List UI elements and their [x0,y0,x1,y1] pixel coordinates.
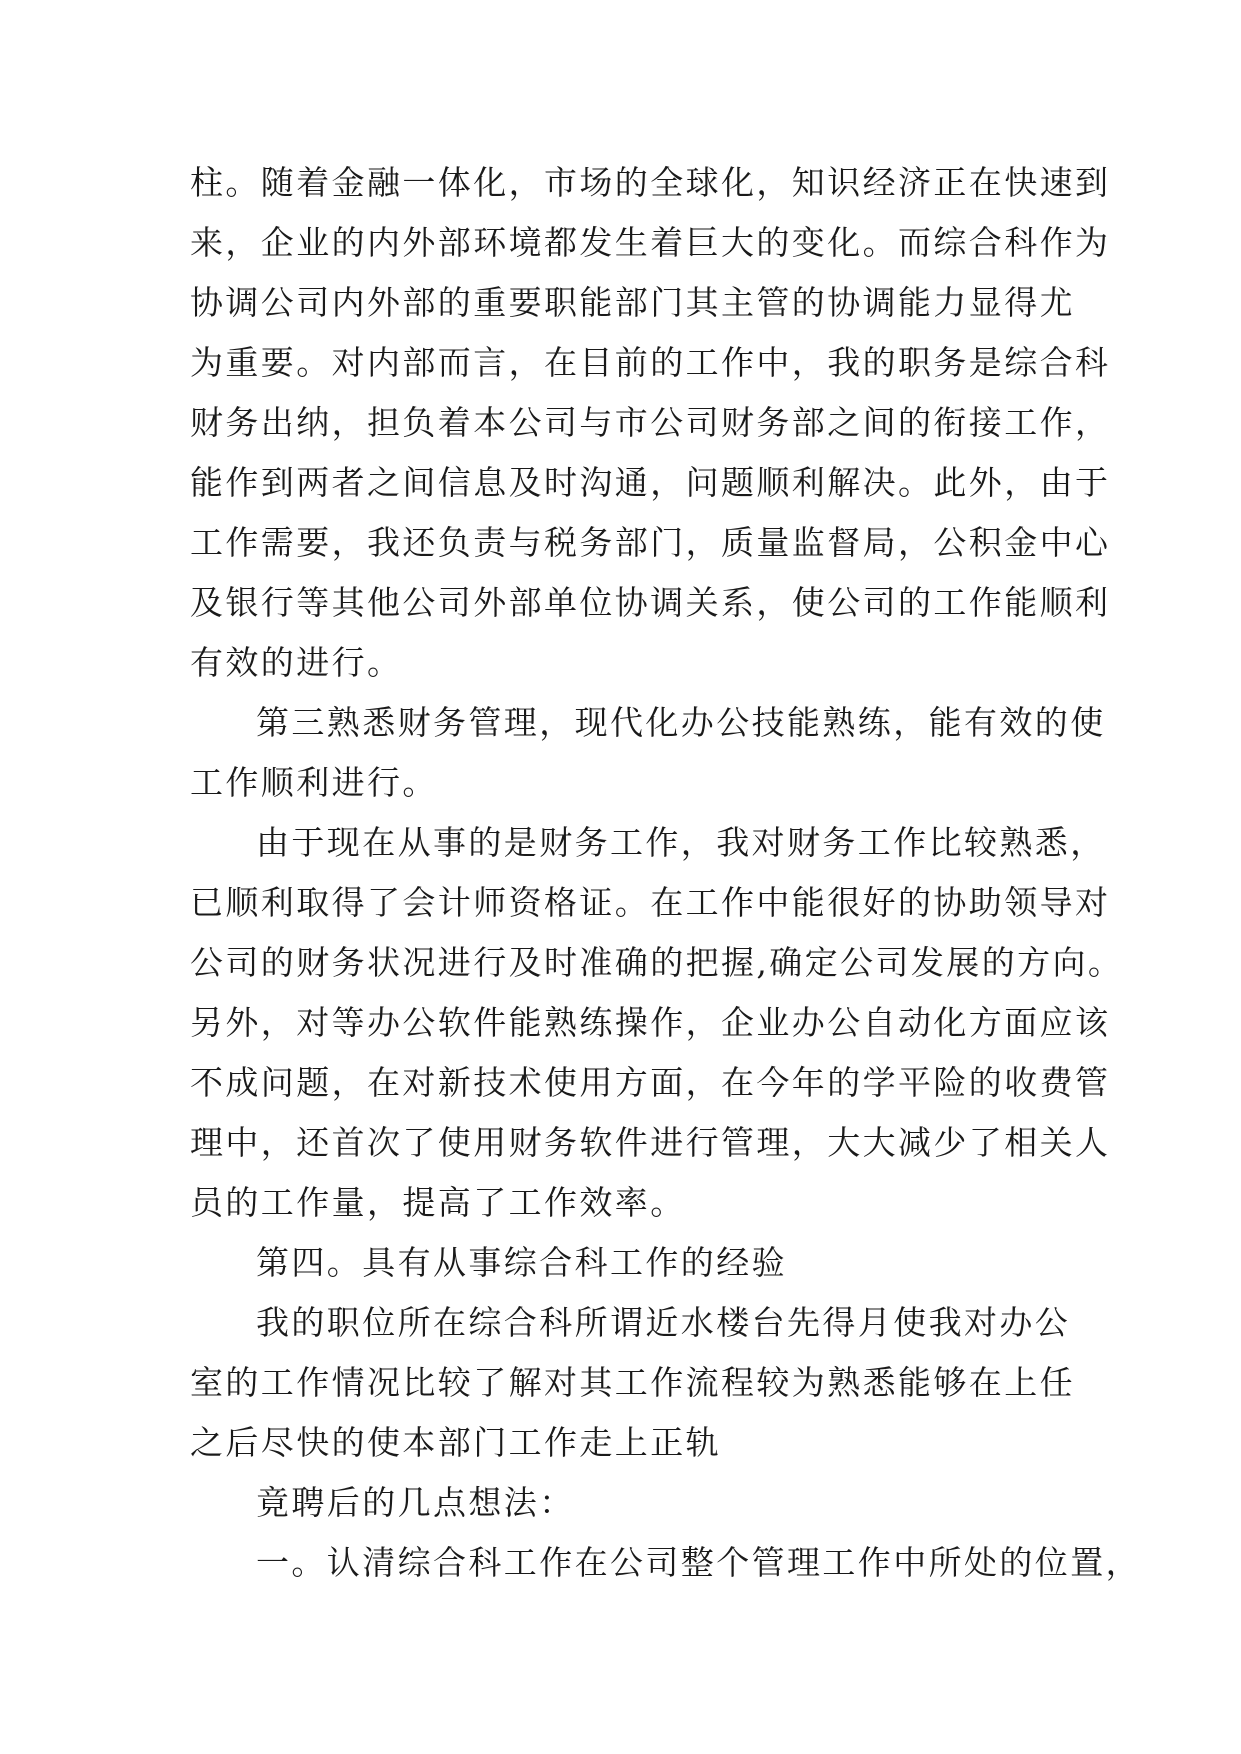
section-heading: 竟聘后的几点想法： [256,1483,575,1522]
text-line: 工作顺利进行。 [190,763,438,802]
paragraph-first-line: 由于现在从事的是财务工作，我对财务工作比较熟悉， [256,823,1106,862]
text-line: 能作到两者之间信息及时沟通，问题顺利解决。此外，由于 [190,463,1111,502]
text-line: 室的工作情况比较了解对其工作流程较为熟悉能够在上任 [190,1363,1075,1402]
document-body [190,153,1141,1593]
text-line: 之后尽快的使本部门工作走上正轨 [190,1423,721,1462]
paragraph-first-line: 我的职位所在综合科所谓近水楼台先得月使我对办公 [256,1303,1071,1342]
text-line: 协调公司内外部的重要职能部门其主管的协调能力显得尤 [190,283,1075,322]
text-line: 公司的财务状况进行及时准确的把握,确定公司发展的方向。 [190,943,1124,982]
text-line: 财务出纳，担负着本公司与市公司财务部之间的衔接工作， [190,403,1111,442]
text-line: 另外，对等办公软件能熟练操作，企业办公自动化方面应该 [190,1003,1111,1042]
text-line: 来，企业的内外部环境都发生着巨大的变化。而综合科作为 [190,223,1111,262]
text-line: 及银行等其他公司外部单位协调关系，使公司的工作能顺利 [190,583,1111,622]
text-line: 理中，还首次了使用财务软件进行管理，大大减少了相关人 [190,1123,1111,1162]
text-line: 员的工作量，提高了工作效率。 [190,1183,686,1222]
text-line: 为重要。对内部而言，在目前的工作中，我的职务是综合科 [190,343,1111,382]
text-line: 柱。随着金融一体化，市场的全球化，知识经济正在快速到 [190,163,1111,202]
paragraph-first-line: 一。认清综合科工作在公司整个管理工作中所处的位置， [256,1543,1141,1582]
section-heading: 第四。具有从事综合科工作的经验 [256,1243,787,1282]
text-line: 有效的进行。 [190,643,403,682]
text-line: 不成问题，在对新技术使用方面，在今年的学平险的收费管 [190,1063,1111,1102]
text-line: 工作需要，我还负责与税务部门，质量监督局，公积金中心 [190,523,1111,562]
text-line: 已顺利取得了会计师资格证。在工作中能很好的协助领导对 [190,883,1111,922]
paragraph-first-line: 第三熟悉财务管理，现代化办公技能熟练，能有效的使 [256,703,1106,742]
